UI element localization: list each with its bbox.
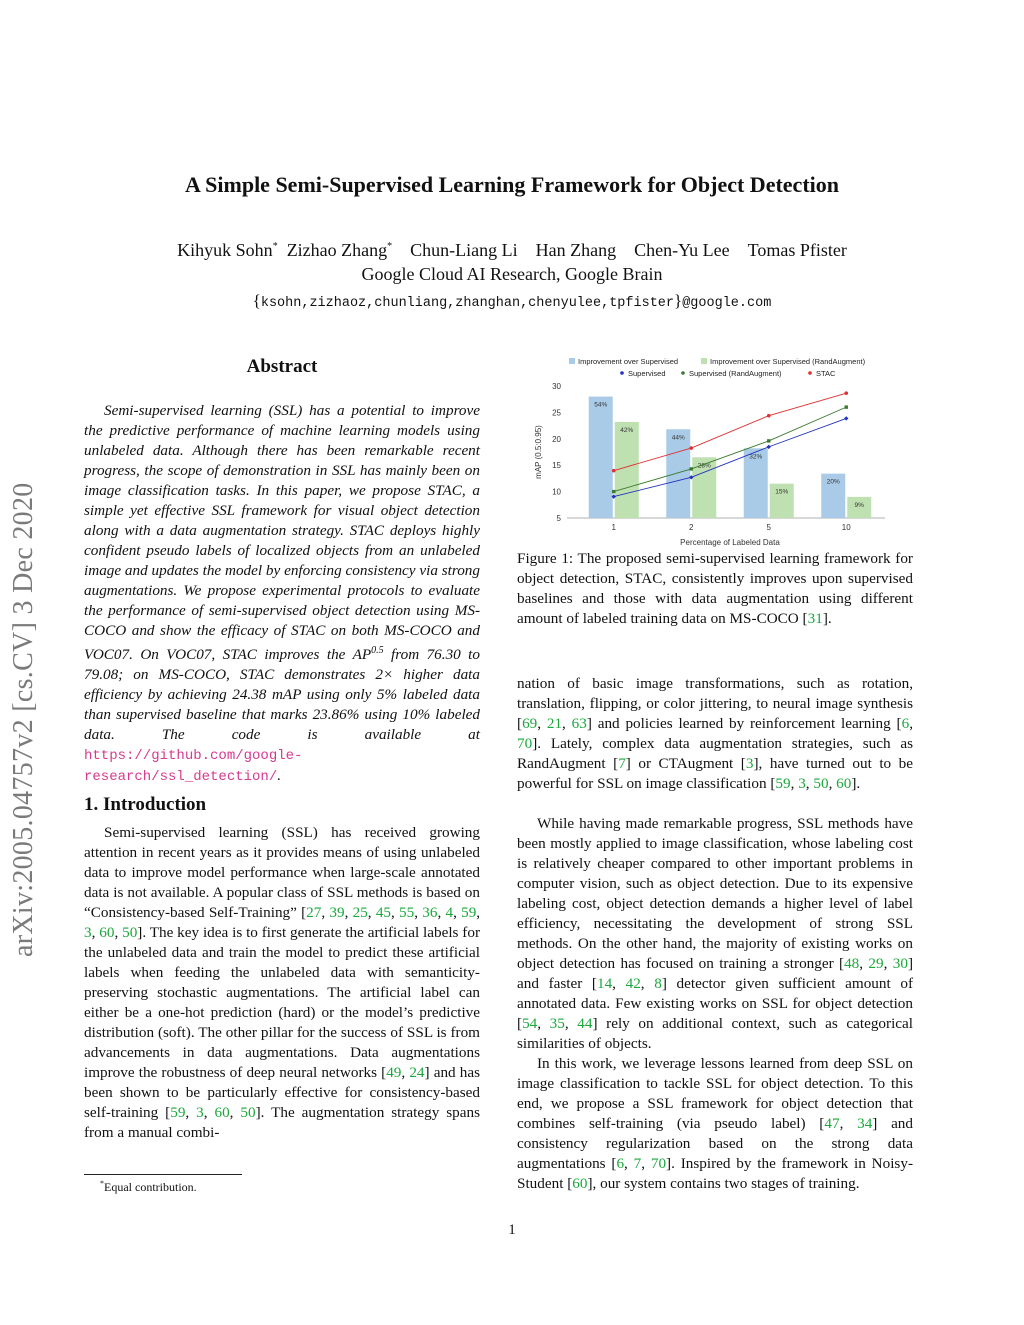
series-line bbox=[614, 393, 847, 470]
citation-link[interactable]: 6 bbox=[616, 1155, 625, 1172]
citation-link[interactable]: 34 bbox=[857, 1115, 873, 1132]
citation-link[interactable]: 36 bbox=[422, 904, 438, 921]
bar bbox=[589, 397, 613, 518]
legend-label: Supervised bbox=[628, 369, 666, 378]
data-point bbox=[767, 439, 770, 442]
legend-marker bbox=[620, 371, 624, 375]
citation-link[interactable]: 30 bbox=[892, 955, 908, 972]
intro-text: ]. The augmentation strategy spans from a manual combi- bbox=[84, 1104, 480, 1141]
citation-link[interactable]: 27 bbox=[306, 904, 322, 921]
y-tick-label: 10 bbox=[552, 487, 561, 497]
bar-value-label: 54% bbox=[594, 401, 608, 409]
data-point bbox=[844, 416, 848, 420]
author-name: Tomas Pfister bbox=[747, 240, 847, 260]
email-list: ksohn,zizhaoz,chunliang,zhanghan,chenyulee,tpfister bbox=[260, 296, 675, 311]
introduction-paragraph: Semi-supervised learning (SSL) has received growing attention in recent years as it provides means of using unlabeled data to improve model performance when large-scale annotated data is not available. A popular class of SSL methods is based on “Consistency-based Self-Training” [27, 39, 25, 45, 55, 36, 4, 59, 3, 60, 50]. The key idea is to first generate the artificial labels for the unlabeled data and train the model to predict these artificial labels when feeding the unlabeled data with semanticity-preserving stochastic augmentations. The artificial label can either be a one-hot prediction (hard) or the model’s predictive distribution (soft). The other pillar for the success of SSL is from advancements in data augmentations. Data augmentations improve the robustness of deep neural networks [49, 24] and has been shown to be particularly effective for consistency-based self-training [59, 3, 60, 50]. The augmentation strategy spans from a manual combi- bbox=[84, 824, 481, 1141]
data-point bbox=[612, 469, 616, 473]
email-domain: @google.com bbox=[682, 296, 772, 311]
citation-link[interactable]: 31 bbox=[807, 610, 823, 627]
legend-swatch bbox=[569, 358, 575, 364]
intro-text: ] and has been shown to be particularly effective for consistency-based self-training [ bbox=[84, 1064, 481, 1121]
figure-1-chart bbox=[517, 352, 917, 550]
citation-link[interactable]: 69 bbox=[522, 715, 538, 732]
body-text: In this work, we leverage lessons learned from deep SSL on image classification to tackle SSL for object detection. To this end, we propose a SSL framework for object detection that combines self-training (via pseudo label) [ bbox=[517, 1055, 913, 1132]
citation-link[interactable]: 3 bbox=[196, 1104, 204, 1121]
x-tick-label: 10 bbox=[841, 523, 851, 532]
citation-link[interactable]: 45 bbox=[375, 904, 391, 921]
code-url-link[interactable]: https://github.com/google-research/ssl_detection/ bbox=[84, 748, 303, 786]
equal-contribution-mark: * bbox=[272, 241, 278, 252]
body-text: ]. Inspired by the framework in Noisy-Student [ bbox=[517, 1155, 913, 1192]
body-text: ] rely on additional context, such as categorical similarities of objects. bbox=[517, 1015, 913, 1052]
citation-link[interactable]: 55 bbox=[399, 904, 415, 921]
y-tick-label: 15 bbox=[552, 461, 561, 471]
y-tick-label: 20 bbox=[552, 434, 561, 444]
citation-link[interactable]: 60 bbox=[99, 924, 115, 941]
citation-link[interactable]: 6 bbox=[901, 715, 910, 732]
data-point bbox=[690, 467, 693, 470]
body-text: ] and policies learned by reinforcement learning [ bbox=[586, 715, 902, 732]
x-tick-label: 5 bbox=[766, 523, 771, 532]
paper-title: A Simple Semi-Supervised Learning Framework for Object Detection bbox=[184, 172, 839, 197]
bar bbox=[615, 422, 639, 518]
body-text: nation of basic image transformations, such as rotation, translation, flipping, or color jittering, to neural image synthesis [ bbox=[517, 675, 913, 732]
x-tick-label: 2 bbox=[689, 523, 694, 532]
citation-link[interactable]: 49 bbox=[386, 1064, 402, 1081]
y-tick-label: 25 bbox=[552, 408, 561, 418]
citation-link[interactable]: 54 bbox=[522, 1015, 538, 1032]
citation-link[interactable]: 42 bbox=[625, 975, 641, 992]
right-column-paragraph-2: While having made remarkable progress, SSL methods have been mostly applied to image classification, whose labeling cost is relatively cheaper compared to other important problems in computer vision, such as object detection. Due to its expensive labeling cost, object detection demands a higher level of label efficiency, necessitating the development of strong SSL methods. On the other hand, the majority of existing works on object detection has focused on training a stronger [48, 29, 30] and faster [14, 42, 8] detector given sufficient amount of annotated data. Few existing works on SSL for object detection [54, 35, 44] rely on additional context, such as categorical similarities of objects. bbox=[517, 815, 914, 1052]
footnote-mark: * bbox=[100, 1179, 104, 1188]
citation-link[interactable]: 47 bbox=[824, 1115, 840, 1132]
y-tick-label: 5 bbox=[556, 514, 561, 523]
x-tick-label: 1 bbox=[611, 523, 616, 532]
footnote-text: Equal contribution. bbox=[104, 1180, 197, 1194]
data-point bbox=[767, 414, 771, 418]
ap-superscript: 0.5 bbox=[371, 645, 384, 656]
footnote-divider bbox=[84, 1174, 242, 1175]
author-name: Kihyuk Sohn bbox=[177, 240, 273, 260]
bar-value-label: 20% bbox=[826, 478, 840, 486]
abstract-text-a: Semi-supervised learning (SSL) has a potential to improve the predictive performance of machine learning models using unlabeled data. Although there has been remarkable recent progress, the scope of demonstration in SSL has mainly been on image classification tasks. In this paper, we propose STAC, a simple yet effective SSL framework for visual object detection along with a data augmentation strategy. STAC deploys highly confident pseudo labels of localized objects from an unlabeled image and updates the model by enforcing consistency via strong augmentations. We propose experimental protocols to evaluate the performance of semi-supervised object detection using MS-COCO and show the efficacy of STAC on both MS-COCO and VOC07. On VOC07, STAC improves the AP bbox=[84, 402, 480, 664]
citation-link[interactable]: 60 bbox=[572, 1175, 588, 1192]
right-column-paragraph-1: nation of basic image transformations, such as rotation, translation, flipping, or color jittering, to neural image synthesis [69, 21, 63] and policies learned by reinforcement learning [6, 70]. Lately, complex data augmentation strategies, such as RandAugment [7] or CTAugment [3], have turned out to be powerful for SSL on image classification [59, 3, 50, 60]. bbox=[517, 675, 914, 792]
bar-value-label: 28% bbox=[697, 462, 711, 470]
citation-link[interactable]: 59 bbox=[461, 904, 477, 921]
citation-link[interactable]: 21 bbox=[546, 715, 563, 732]
x-axis-title: Percentage of Labeled Data bbox=[680, 538, 780, 547]
body-text: ] or CTAugment [ bbox=[625, 755, 746, 772]
citation-link[interactable]: 7 bbox=[633, 1155, 642, 1172]
body-text: While having made remarkable progress, SSL methods have been mostly applied to image classification, whose labeling cost is relatively cheaper compared to other important problems in computer vision, such as object detection. Due to its expensive labeling cost, object detection demands a higher level of label efficiency, necessitating the development of strong SSL methods. On the other hand, the majority of existing works on object detection has focused on training a stronger [ bbox=[517, 815, 913, 972]
series-line bbox=[614, 407, 847, 491]
body-text: ] and faster [ bbox=[517, 955, 914, 992]
abstract-text-c: . bbox=[277, 767, 282, 785]
legend-marker bbox=[681, 371, 685, 375]
citation-link[interactable]: 59 bbox=[775, 775, 791, 792]
legend-swatch bbox=[701, 358, 707, 364]
data-point bbox=[845, 405, 848, 408]
citation-link[interactable]: 50 bbox=[240, 1104, 256, 1121]
citation-link[interactable]: 59 bbox=[170, 1104, 186, 1121]
introduction-heading: 1. Introduction bbox=[84, 794, 207, 815]
body-text: ] and consistency regularization based on the strong data augmentations [ bbox=[517, 1115, 913, 1172]
body-text: ]. Lately, complex data augmentation strategies, such as RandAugment [ bbox=[517, 735, 913, 772]
bar-value-label: 9% bbox=[854, 501, 864, 509]
bar-value-label: 32% bbox=[749, 453, 763, 461]
bar-value-label: 15% bbox=[775, 488, 789, 496]
bar-value-label: 42% bbox=[620, 426, 634, 434]
citation-link[interactable]: 44 bbox=[577, 1015, 593, 1032]
y-axis-title: mAP (0.5:0.95) bbox=[534, 425, 543, 479]
author-name: Zizhao Zhang bbox=[286, 240, 388, 260]
abstract-heading: Abstract bbox=[246, 356, 318, 377]
citation-link[interactable]: 50 bbox=[813, 775, 829, 792]
body-text: ]. bbox=[851, 775, 861, 792]
abstract-body bbox=[84, 401, 480, 787]
citation-link[interactable]: 14 bbox=[596, 975, 613, 992]
citation-link[interactable]: 3 bbox=[745, 755, 754, 772]
citation-link[interactable]: 70 bbox=[517, 735, 533, 752]
citation-link[interactable]: 4 bbox=[445, 904, 454, 921]
citation-link[interactable]: 3 bbox=[798, 775, 806, 792]
citation-link[interactable]: 50 bbox=[122, 924, 138, 941]
body-text: ] detector given sufficient amount of annotated data. Few existing works on SSL for object detection [ bbox=[517, 975, 913, 1032]
data-point bbox=[689, 446, 693, 450]
intro-text: ]. The key idea is to first generate the artificial labels for the unlabeled data and train the model to predict these artificial labels when feeding the unlabeled data with semanticity-preserving stochastic augmentations. The artificial label can either be a one-hot prediction (hard) or the model’s predictive distribution (soft). The other pillar for the success of SSL is from advancements in data augmentations. Data augmentations improve the robustness of deep neural networks [ bbox=[84, 924, 481, 1081]
intro-text: Semi-supervised learning (SSL) has received growing attention in recent years as it provides means of using unlabeled data to improve model performance when large-scale annotated data is not available. A popular class of SSL methods is based on “Consistency-based Self-Training” [ bbox=[84, 824, 480, 921]
email-brace-close: } bbox=[674, 291, 683, 310]
data-point bbox=[844, 391, 848, 395]
author-name: Chun-Liang Li bbox=[410, 240, 518, 260]
citation-link[interactable]: 3 bbox=[84, 924, 92, 941]
legend-label: Supervised (RandAugment) bbox=[689, 369, 782, 378]
equal-contribution-mark: * bbox=[387, 241, 393, 252]
citation-link[interactable]: 60 bbox=[214, 1104, 230, 1121]
body-text: ], have turned out to be powerful for SSL on image classification [ bbox=[517, 755, 914, 792]
right-column-paragraph-3: In this work, we leverage lessons learned from deep SSL on image classification to tackle SSL for object detection. To this end, we propose a SSL framework for object detection that combines self-training (via pseudo label) [47, 34] and consistency regularization based on the strong data augmentations [6, 7, 70]. Inspired by the framework in Noisy-Student [60], our system contains two stages of training. bbox=[517, 1055, 913, 1192]
bar bbox=[666, 429, 690, 518]
citation-link[interactable]: 25 bbox=[352, 904, 368, 921]
legend-label: Improvement over Supervised (RandAugment) bbox=[710, 357, 866, 366]
legend-marker bbox=[808, 371, 812, 375]
arxiv-identifier-stamp: arXiv:2005.04757v2 [cs.CV] 3 Dec 2020 bbox=[8, 482, 39, 957]
caption-text: ]. bbox=[822, 610, 832, 627]
citation-link[interactable]: 24 bbox=[409, 1064, 425, 1081]
citation-link[interactable]: 7 bbox=[618, 755, 626, 772]
abstract-text-b: from 76.30 to 79.08; on MS-COCO, STAC demonstrates 2× higher data efficiency by achieving 24.38 mAP using only 5% labeled data than supervised baseline that marks 23.86% using 10% labeled data. The code is available at bbox=[84, 646, 480, 744]
legend-label: STAC bbox=[816, 369, 836, 378]
author-emails bbox=[0, 291, 1024, 311]
citation-link[interactable]: 60 bbox=[836, 775, 852, 792]
citation-link[interactable]: 48 bbox=[844, 955, 860, 972]
body-text: ], our system contains two stages of training. bbox=[587, 1175, 860, 1192]
citation-link[interactable]: 8 bbox=[654, 975, 662, 992]
bar-value-label: 44% bbox=[671, 434, 685, 442]
affiliation: Google Cloud AI Research, Google Brain bbox=[361, 264, 663, 284]
figure-caption bbox=[517, 549, 913, 629]
caption-text: Figure 1: The proposed semi-supervised learning framework for object detection, STAC, consistently improves upon supervised baselines and those with data augmentation using different amount of labeled training data on MS-COCO [ bbox=[517, 550, 913, 627]
email-brace-open: { bbox=[252, 291, 261, 310]
author-name: Han Zhang bbox=[535, 240, 617, 260]
citation-link[interactable]: 63 bbox=[571, 715, 587, 732]
footnote bbox=[100, 1179, 197, 1195]
y-tick-label: 30 bbox=[552, 382, 561, 391]
series-line bbox=[614, 418, 847, 496]
citation-link[interactable]: 70 bbox=[650, 1155, 667, 1172]
citation-link[interactable]: 39 bbox=[329, 904, 345, 921]
citation-link[interactable]: 29 bbox=[868, 955, 884, 972]
data-point bbox=[612, 490, 615, 493]
author-name: Chen-Yu Lee bbox=[634, 240, 730, 260]
page-number: 1 bbox=[508, 1222, 516, 1238]
legend-label: Improvement over Supervised bbox=[578, 357, 679, 366]
author-list bbox=[0, 240, 1024, 261]
citation-link[interactable]: 35 bbox=[549, 1015, 565, 1032]
